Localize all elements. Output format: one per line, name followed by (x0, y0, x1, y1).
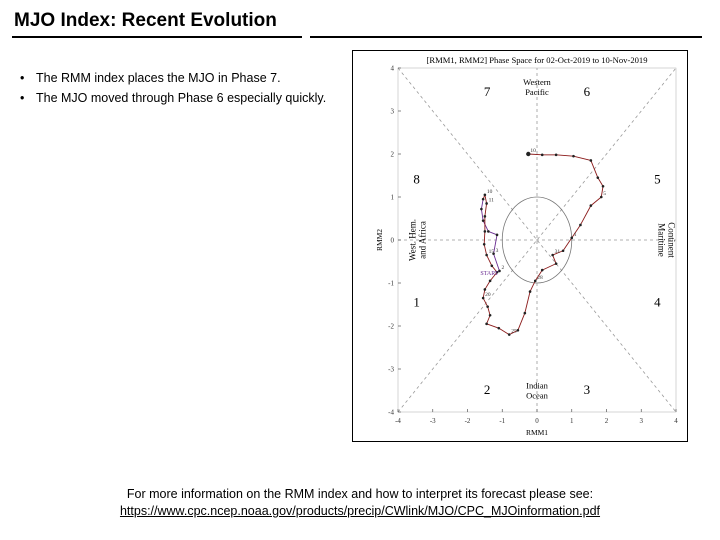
y-tick-label: -2 (388, 322, 394, 331)
trajectory-point (517, 329, 520, 332)
phase-label: 1 (413, 294, 420, 310)
trajectory-point (480, 208, 483, 211)
trajectory-point (484, 215, 487, 218)
slide-title: MJO Index: Recent Evolution (14, 10, 277, 31)
date-label: 10 (530, 148, 536, 154)
trajectory-point (485, 254, 488, 257)
rmm-phase-space-chart (352, 50, 688, 442)
x-axis-label: RMM1 (525, 428, 549, 437)
trajectory-point (484, 194, 487, 197)
region-label: West. Hem. (407, 218, 418, 262)
phase-label: 6 (583, 84, 591, 100)
trajectory-point (484, 230, 487, 233)
x-tick-label: 2 (604, 417, 609, 425)
region-label: Indian (526, 380, 548, 391)
trajectory-point (487, 230, 490, 233)
trajectory-point (534, 280, 537, 283)
trajectory-point (562, 249, 565, 252)
trajectory-point (590, 159, 593, 162)
trajectory-point (482, 219, 485, 222)
trajectory-point (555, 262, 558, 265)
date-label: 28 (537, 274, 543, 281)
trajectory-point (486, 305, 489, 308)
region-label: Maritime (656, 223, 667, 257)
date-label: 15 (488, 249, 495, 256)
date-label: 2 (501, 264, 505, 271)
trajectory-point (602, 185, 605, 188)
region-label: and Africa (417, 221, 428, 259)
region-label: Ocean (526, 390, 548, 401)
x-tick-label: -4 (395, 417, 401, 425)
trajectory-point (489, 280, 492, 283)
trajectory-point (483, 243, 486, 246)
chart-svg (352, 50, 688, 442)
date-label: 1 (573, 231, 577, 238)
trajectory-point (590, 204, 593, 207)
y-tick-label: 2 (390, 150, 394, 159)
title-underline-gap (302, 34, 310, 39)
trajectory-point (508, 333, 511, 336)
footer (0, 486, 720, 520)
y-tick-label: -3 (388, 365, 394, 374)
phase-label: 3 (583, 381, 591, 397)
phase-label: 7 (483, 84, 491, 100)
phase-label: 8 (413, 171, 420, 187)
region-label: Continent (666, 222, 677, 258)
start-label: START (480, 270, 499, 277)
bullet-list (20, 68, 326, 108)
x-tick-label: 1 (570, 417, 574, 425)
y-tick-label: 0 (390, 236, 394, 245)
y-tick-label: -1 (388, 279, 394, 288)
region-label: Pacific (525, 87, 549, 98)
y-tick-label: -4 (388, 408, 394, 417)
x-tick-label: 0 (535, 417, 539, 425)
trajectory-point (491, 265, 494, 268)
trajectory-point (485, 323, 488, 326)
y-tick-label: 3 (390, 107, 394, 116)
trajectory-point (555, 154, 558, 157)
phase-label: 2 (483, 381, 491, 397)
trajectory-point (579, 224, 582, 227)
trajectory-point (496, 234, 499, 237)
trajectory-point (597, 176, 600, 179)
footer-text: For more information on the RMM index and how to interpret its forecast please see: (126, 487, 594, 501)
x-tick-label: -2 (464, 417, 471, 425)
x-tick-label: 3 (639, 417, 643, 425)
chart-title: [RMM1, RMM2] Phase Space for 02-Oct-2019 to 10-Nov-2019 (426, 55, 648, 65)
x-tick-label: -3 (429, 417, 436, 425)
date-label: 10 (486, 188, 493, 195)
trajectory-point (529, 290, 532, 293)
bullet-item: • The MJO moved through Phase 6 especially quickly. (20, 88, 326, 108)
trajectory-point (541, 269, 544, 272)
region-label: Western (523, 77, 551, 88)
x-tick-label: -1 (499, 417, 506, 425)
date-label: 25 (511, 328, 517, 335)
trajectory-point (541, 154, 544, 157)
date-label: 5 (603, 191, 607, 197)
trajectory-point (482, 297, 485, 300)
trajectory-point (485, 202, 488, 205)
bullet-item: • The RMM index places the MJO in Phase 7. (20, 68, 326, 88)
trajectory-point (551, 254, 554, 257)
date-label: 20 (485, 292, 491, 299)
title-underline (12, 36, 702, 38)
trajectory-point (524, 312, 527, 315)
y-tick-label: 4 (390, 64, 394, 73)
trajectory-point (484, 288, 487, 291)
footer-link[interactable]: https://www.cpc.ncep.noaa.gov/products/precip/CWlink/MJO/CPC_MJOinformation.pdf (119, 504, 601, 518)
phase-label: 5 (654, 171, 661, 187)
date-label: 11 (488, 197, 494, 204)
y-tick-label: 1 (390, 193, 394, 202)
date-label: 3 (495, 247, 499, 254)
trajectory-point (497, 327, 500, 330)
y-axis-label: RMM2 (375, 228, 384, 252)
trajectory-point (600, 196, 603, 199)
x-tick-label: 4 (674, 417, 678, 425)
trajectory-point (572, 155, 575, 158)
trajectory-point (489, 314, 492, 317)
date-label: 31 (554, 249, 561, 256)
trajectory-point (570, 237, 573, 240)
trajectory-point (482, 198, 485, 201)
figure-border (353, 51, 688, 442)
phase-label: 4 (654, 294, 661, 310)
